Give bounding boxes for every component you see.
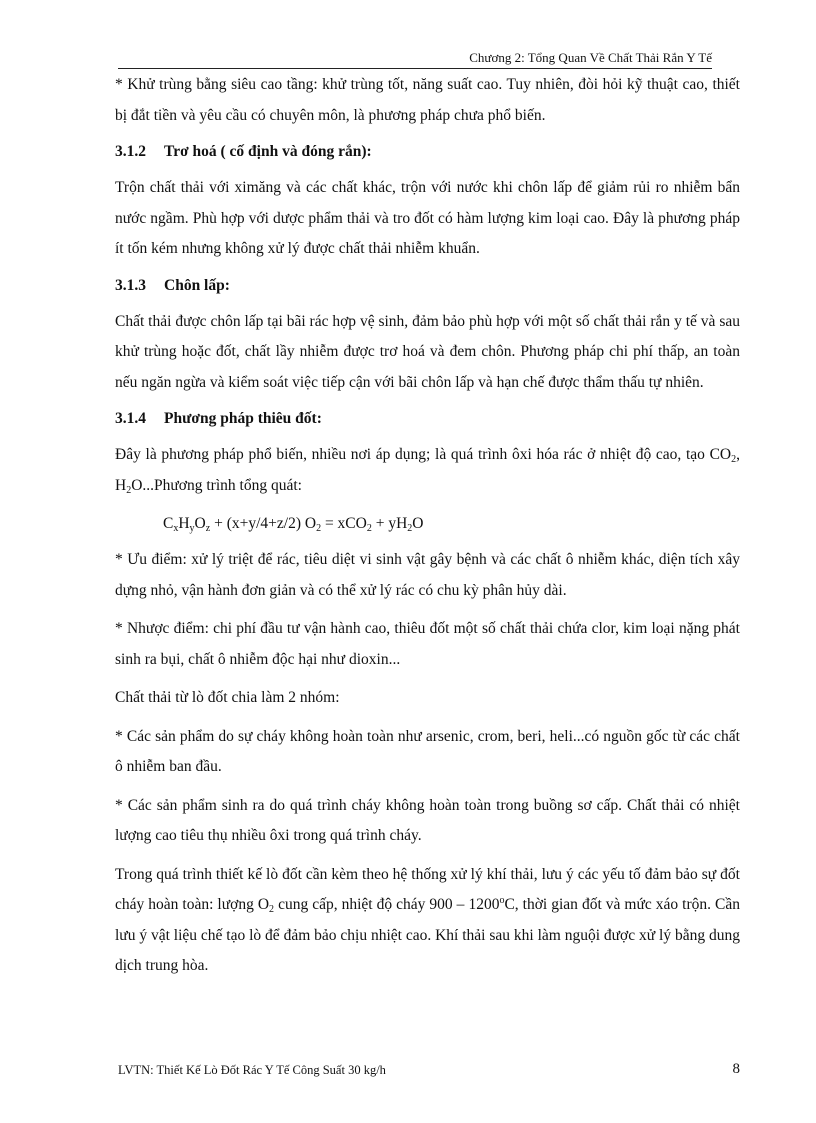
paragraph-san-pham-chay: * Các sản phẩm do sự cháy không hoàn toàn như arsenic, crom, beri, heli...có nguồn gốc từ các chất ô nhiễm ban đầu. [115, 727, 740, 775]
combustion-equation: $C_xH_yO_z + (x+y/4+z/2) O_2 = xCO_2 + yH_2O$ [163, 515, 424, 534]
page-footer [118, 1063, 740, 1078]
paragraph-chat-thai-lo-dot: Chất thải từ lò đốt chia làm 2 nhóm: [115, 689, 340, 706]
page-number: 8 [732, 1061, 740, 1077]
section-title: Chôn lấp: [164, 276, 230, 294]
paragraph-nhuoc-diem: * Nhược điểm: chi phí đầu tư vận hành cao, thiêu đốt một số chất thải chứa clor, kim loại nặng phát sinh ra bụi, chất ô nhiễm độc hại như dioxin... [115, 620, 740, 668]
paragraph-thieu-dot: Đây là phương pháp phổ biến, nhiều nơi áp dụng; là quá trình ôxi hóa rác ở nhiệt độ cao, tạo $CO_2$, $H_2O...Phương$ trình tổng quát: [115, 446, 740, 496]
paragraph-tro-hoa: Trộn chất thải với ximăng và các chất khác, trộn với nước khi chôn lấp để giảm rủi ro nhiễm bẩn nước ngầm. Phù hợp với dược phẩm thải và tro đốt có hàm lượng kim loại cao. Đây là phương pháp ít tốn kém nhưng không xử lý được chất thải nhiễm khuẩn. [115, 179, 740, 257]
paragraph-sieu-cao-tang: * Khử trùng bằng siêu cao tầng: khử trùng tốt, năng suất cao. Tuy nhiên, đòi hỏi kỹ thuật cao, thiết bị đắt tiền và yêu cầu có chuyên môn, là phương pháp chưa phổ biến. [115, 76, 740, 124]
section-number: 3.1.4 [115, 410, 146, 427]
paragraph-san-pham-so-cap: * Các sản phẩm sinh ra do quá trình cháy không hoàn toàn trong buồng sơ cấp. Chất thải có nhiệt lượng cao tiêu thụ nhiều ôxi trong quá trình cháy. [115, 796, 740, 844]
section-heading-3-1-2 [115, 139, 740, 165]
page-content [115, 70, 740, 982]
page-header [118, 50, 712, 69]
section-title: Phương pháp thiêu đốt: [164, 410, 322, 427]
section-heading-3-1-3 [115, 273, 740, 299]
section-title: Trơ hoá ( cố định và đóng rắn): [164, 143, 372, 160]
paragraph-uu-diem: * Ưu điểm: xử lý triệt để rác, tiêu diệt vi sinh vật gây bệnh và các chất ô nhiễm khác, diện tích xây dựng nhỏ, vận hành đơn giản và có thể xử lý rác có chu kỳ phân hủy dài. [115, 551, 740, 599]
footer-title: LVTN: Thiết Kế Lò Đốt Rác Y Tế Công Suất 30 kg/h [118, 1063, 386, 1077]
section-number: 3.1.2 [115, 143, 146, 160]
section-heading-3-1-4 [115, 406, 740, 432]
paragraph-chon-lap: Chất thải được chôn lấp tại bãi rác hợp vệ sinh, đảm bảo phù hợp với một số chất thải rắn y tế và sau khử trùng hoặc đốt, chất lầy nhiễm được trơ hoá và đem chôn. Phương pháp chi phí thấp, an toàn nếu ngăn ngừa và kiểm soát việc tiếp cận với bãi chôn lấp và hạn chế được thẩm thấu tự nhiên. [115, 312, 740, 391]
section-number: 3.1.3 [115, 276, 146, 294]
chapter-title: Chương 2: Tổng Quan Về Chất Thải Rắn Y Tế [469, 50, 712, 65]
paragraph-thiet-ke-lo-dot: Trong quá trình thiết kế lò đốt cần kèm theo hệ thống xử lý khí thải, lưu ý các yếu tố đảm bảo sự đốt cháy hoàn toàn: lượng $O_2$ cung cấp, nhiệt độ cháy 900 – 1200$^o$C, thời gian đốt và mức xáo trộn. Cần lưu ý vật liệu chế tạo lò để đảm bảo chịu nhiệt cao. Khí thải sau khi làm nguội được xử lý bằng dung dịch trung hòa. [115, 865, 740, 974]
